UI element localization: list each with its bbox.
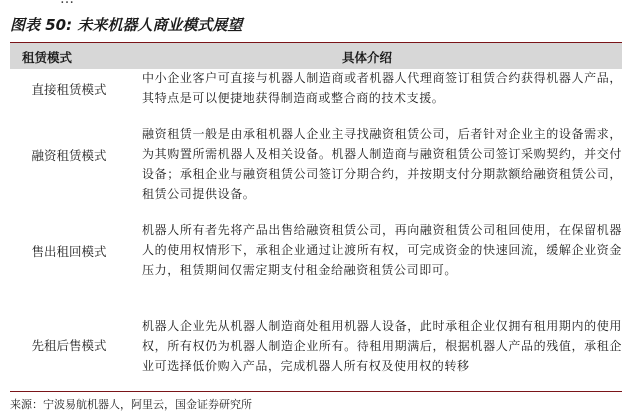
row-description: 中小企业客户可直接与机器人制造商或者机器人代理商签订租赁合约获得机器人产品，其特点是可以便捷地获得制造商或整合商的技术支援。 [142,71,622,105]
row-mode: 售出租回模式 [31,244,107,259]
row-mode: 直接租赁模式 [31,82,107,97]
cropped-previous-text [0,0,632,9]
row-mode: 先租后售模式 [31,338,107,353]
row-description: 机器人企业先从机器人制造商处租用机器人设备，此时承租企业仅拥有租用期内的使用权，所有权仍为机器人制造企业所有。待租用期满后，根据机器人产品的残值，承租企业可选择低价购入产品，完成机器人所有权及使用权的转移 [142,319,622,373]
table-bottom-rule [10,391,622,392]
row-description: 机器人所有者先将产品出售给融资租赁公司，再向融资租赁公司租回使用，在保留机器人的使用权情形下，承租企业通过让渡所有权，可完成资金的快速回流，缓解企业资金压力，租赁期间仅需定期支付租金给融资租赁公司即可。 [142,223,622,277]
table-header [10,42,622,69]
figure-title: 图表 50: 未来机器人商业模式展望 [10,16,243,34]
row-description: 融资租赁一般是由承租机器人企业主寻找融资租赁公司，后者针对企业主的设备需求，为其购置所需机器人及相关设备。机器人制造商与融资租赁公司签订采购契约，并交付设备；承租企业与融资租赁公司签订分期合约，并按期支付分期款额给融资租赁公司，租赁公司提供设备。 [142,127,622,201]
source-note: 来源：宁波易航机器人，阿里云，国金证券研究所 [10,398,252,411]
row-mode: 融资租赁模式 [31,148,107,163]
header-description: 具体介绍 [342,50,393,65]
header-mode: 租赁模式 [22,50,73,65]
cropped-text-fragment [60,0,74,7]
